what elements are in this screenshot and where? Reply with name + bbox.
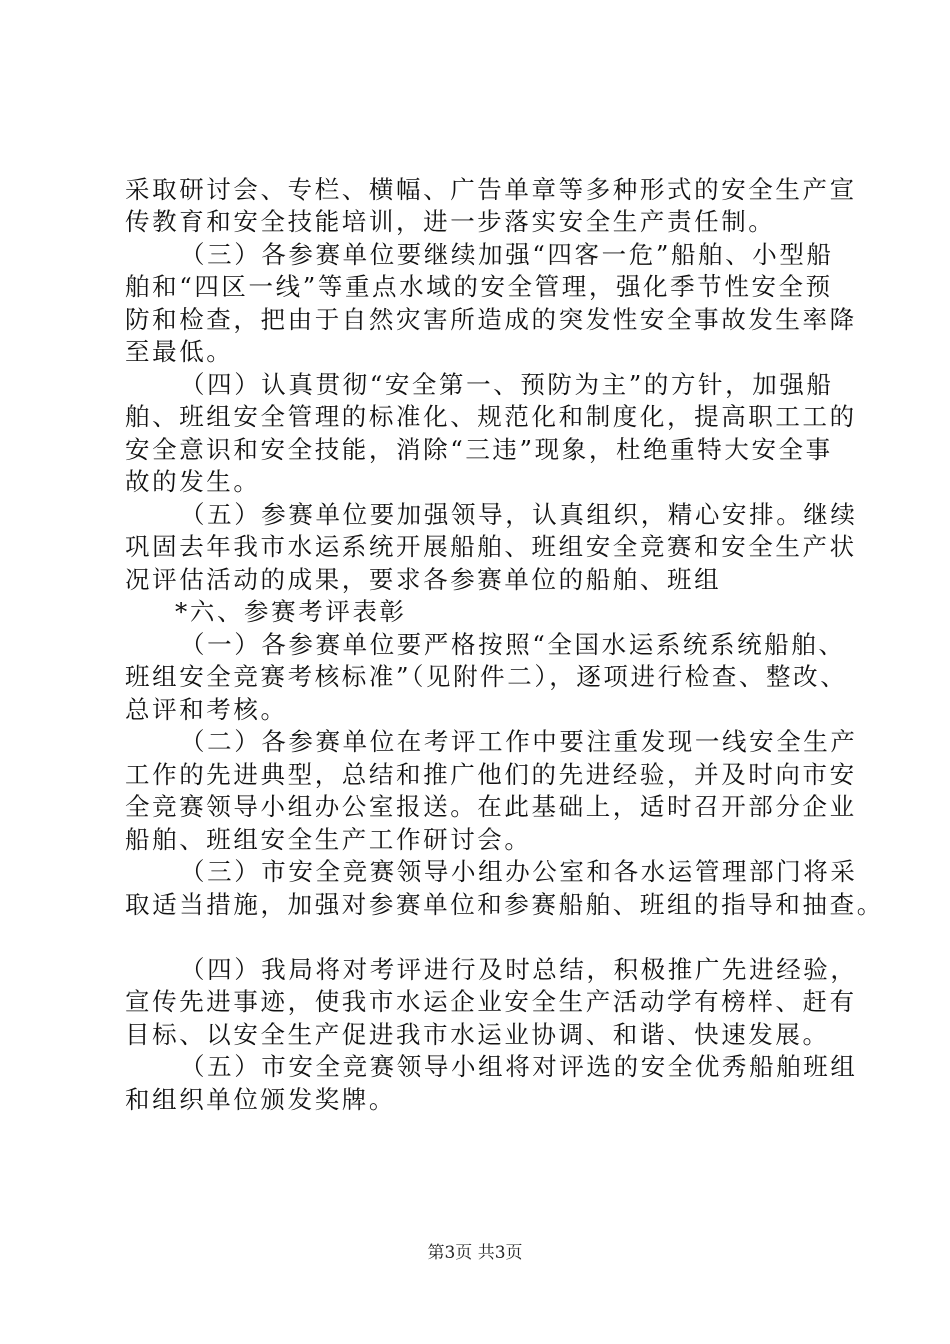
body-line: （四）我局将对考评进行及时总结，积极推广先进经验， [180, 955, 858, 984]
body-line: 采取研讨会、专栏、横幅、广告单章等多种形式的安全生产宣 [125, 175, 857, 204]
body-line: （五）市安全竞赛领导小组将对评选的安全优秀船舶班组 [180, 1052, 858, 1081]
body-line: （一）各参赛单位要严格按照“全国水运系统系统船舶、 [180, 630, 846, 659]
page-number: 第3页 共3页 [427, 1243, 523, 1263]
body-line: （四）认真贯彻“安全第一、预防为主”的方针，加强船 [180, 370, 834, 399]
body-line: 和组织单位颁发奖牌。 [125, 1085, 396, 1114]
body-line: 班组安全竞赛考核标准”（见附件二），逐项进行检查、整改、 [125, 662, 848, 691]
body-line: 至最低。 [125, 337, 234, 366]
section-heading: *六、参赛考评表彰 [175, 597, 407, 626]
body-line: （三）市安全竞赛领导小组办公室和各水运管理部门将采 [180, 857, 858, 886]
body-line: 安全意识和安全技能，消除“三违”现象，杜绝重特大安全事 [125, 435, 833, 464]
body-line: （三）各参赛单位要继续加强“四客一危”船舶、小型船 [180, 240, 834, 269]
body-line: 防和检查，把由于自然灾害所造成的突发性安全事故发生率降 [125, 305, 857, 334]
body-line: 传教育和安全技能培训，进一步落实安全生产责任制。 [125, 207, 776, 236]
body-line: 舶、班组安全管理的标准化、规范化和制度化，提高职工工的 [125, 402, 857, 431]
body-line: （二）各参赛单位在考评工作中要注重发现一线安全生产 [180, 727, 858, 756]
body-line: 总评和考核。 [125, 695, 288, 724]
body-line: 船舶、班组安全生产工作研讨会。 [125, 825, 532, 854]
body-line: 取适当措施，加强对参赛单位和参赛船舶、班组的指导和抽查。 [125, 890, 884, 919]
body-line: 目标、以安全生产促进我市水运业协调、和谐、快速发展。 [125, 1020, 830, 1049]
body-line: 宣传先进事迹，使我市水运企业安全生产活动学有榜样、赶有 [125, 987, 857, 1016]
body-line: 巩固去年我市水运系统开展船舶、班组安全竞赛和安全生产状 [125, 532, 857, 561]
body-line: （五）参赛单位要加强领导，认真组织，精心安排。继续 [180, 500, 858, 529]
body-line: 舶和“四区一线”等重点水域的安全管理，强化季节性安全预 [125, 272, 833, 301]
body-line: 全竞赛领导小组办公室报送。在此基础上，适时召开部分企业 [125, 792, 857, 821]
body-line: 况评估活动的成果，要求各参赛单位的船舶、班组 [125, 565, 722, 594]
body-line: 工作的先进典型，总结和推广他们的先进经验，并及时向市安 [125, 760, 857, 789]
body-line: 故的发生。 [125, 467, 261, 496]
